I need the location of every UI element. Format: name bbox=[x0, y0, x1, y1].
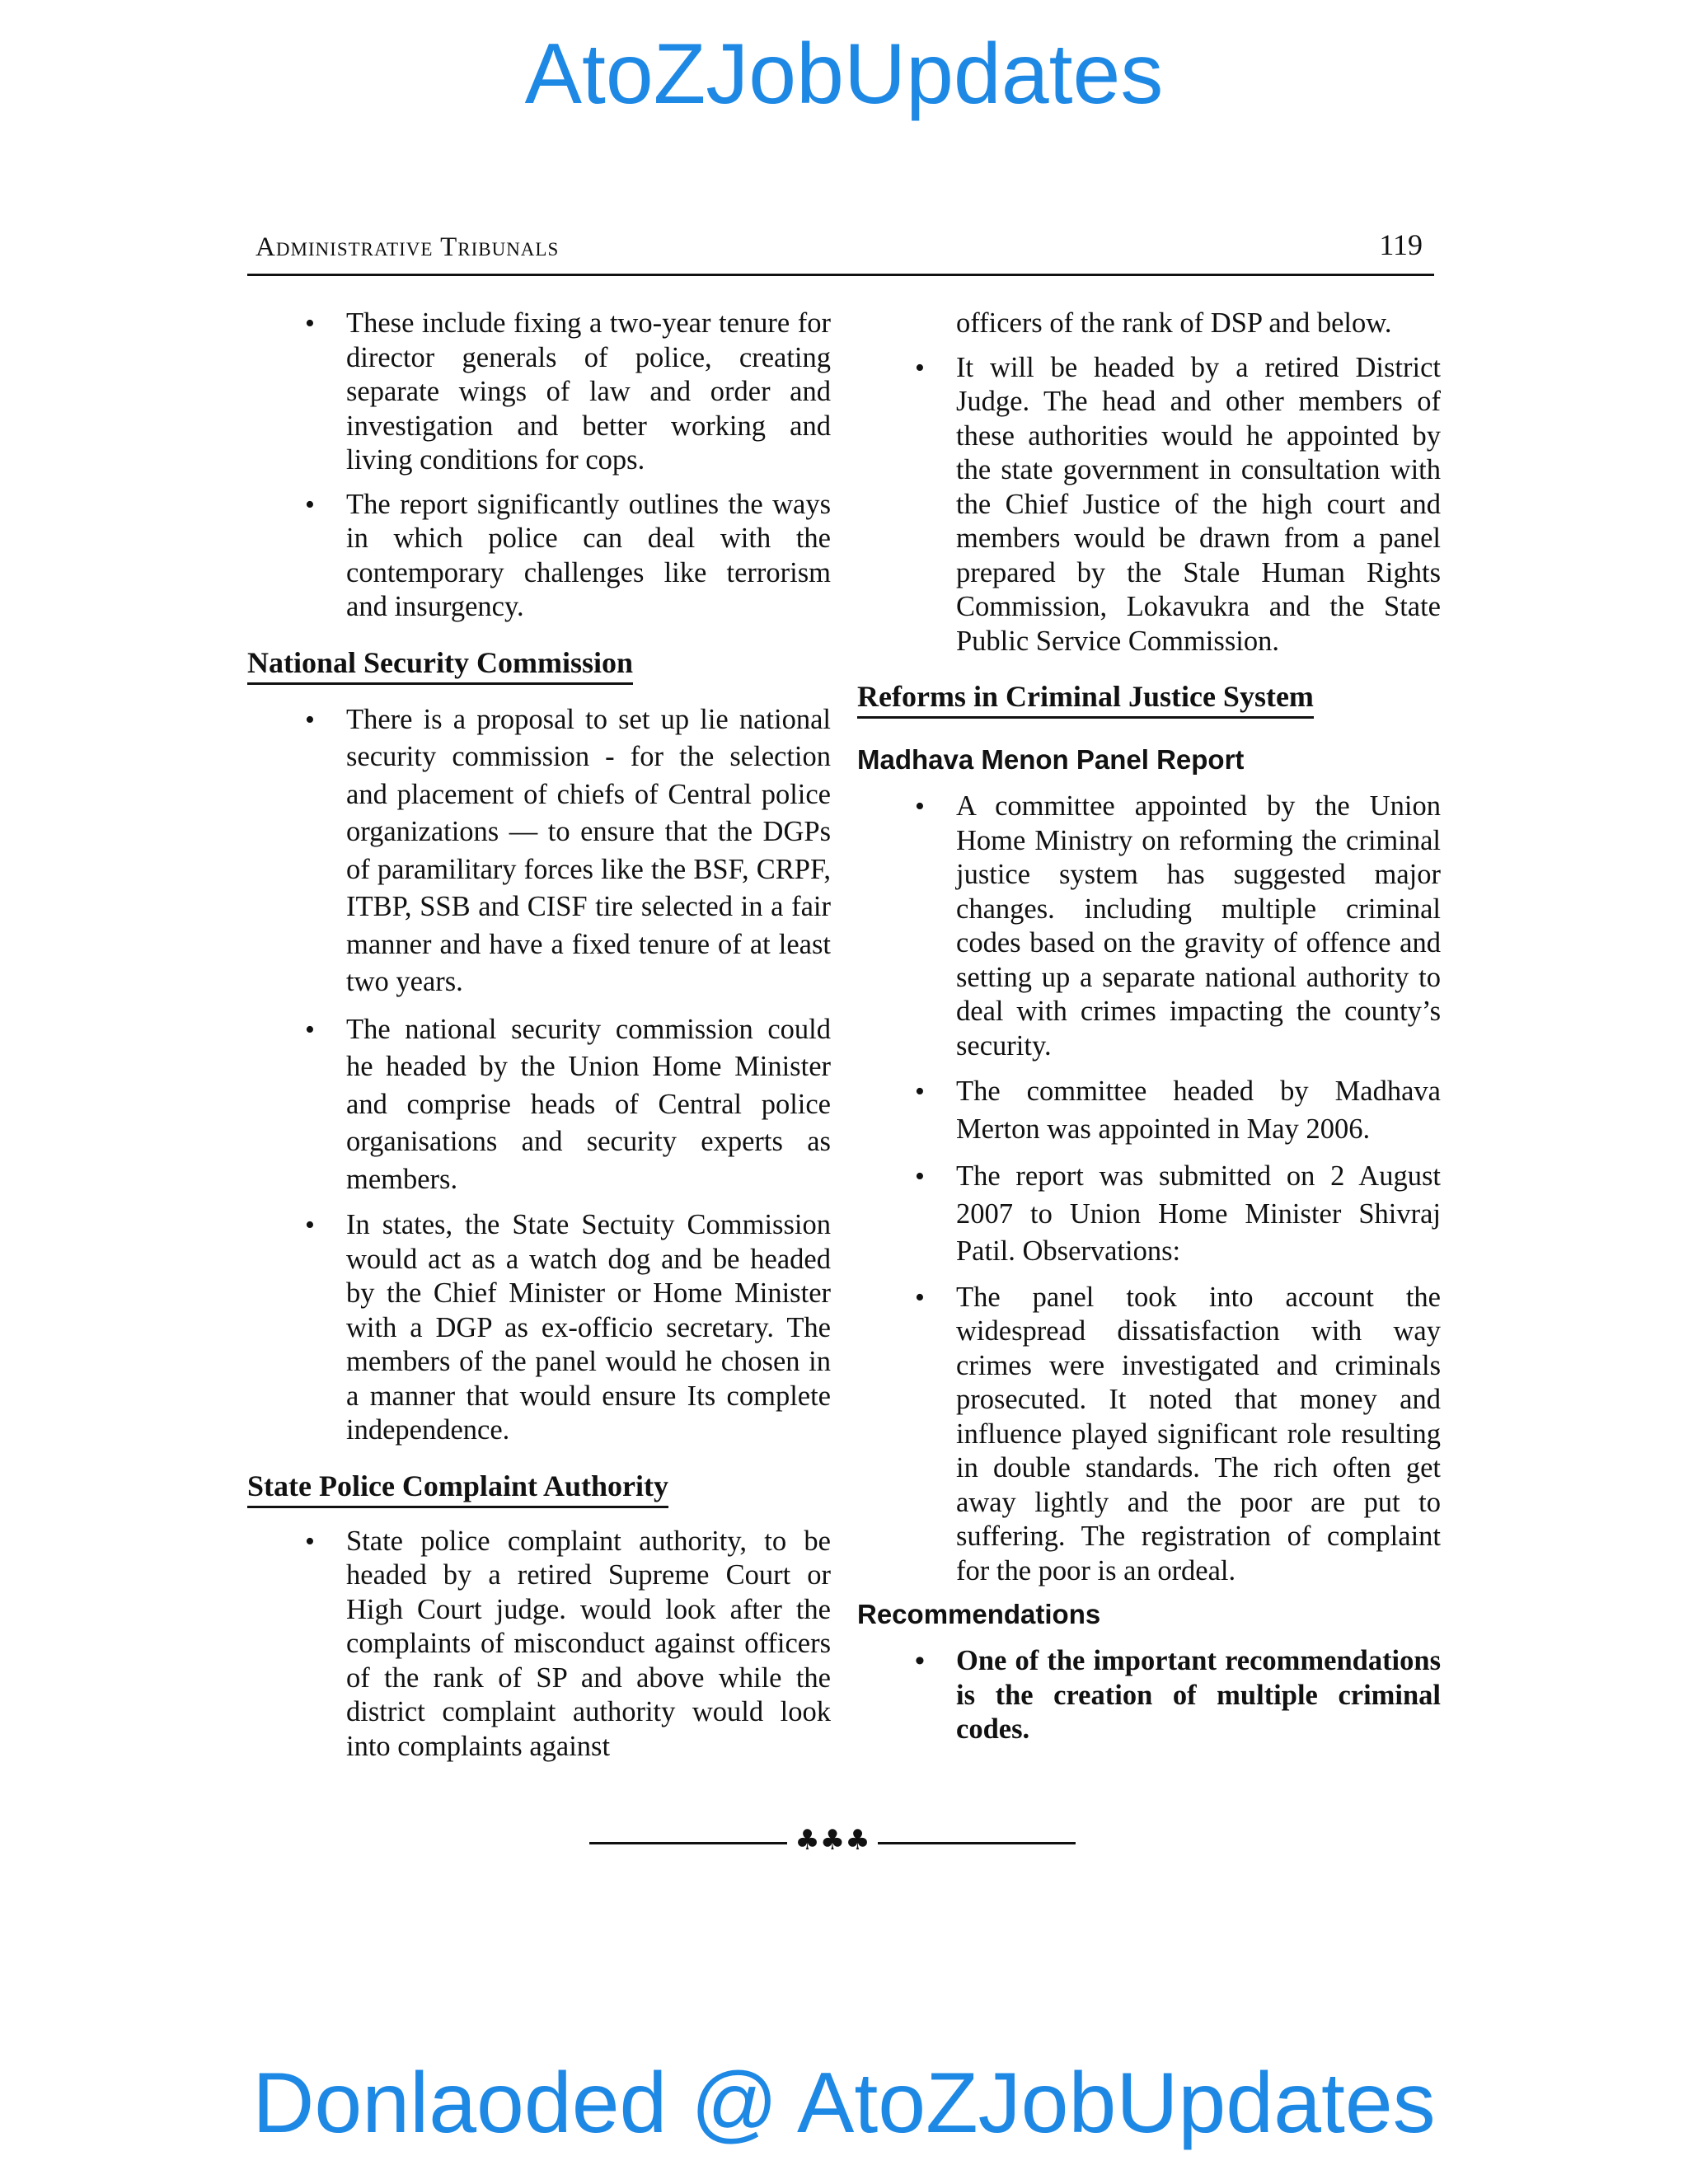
right-column bbox=[857, 307, 1441, 1757]
running-title: Administrative Tribunals bbox=[256, 232, 560, 262]
left-column bbox=[247, 307, 831, 1774]
page-header bbox=[247, 227, 1434, 276]
recommendations-bullet-list bbox=[857, 1644, 1441, 1747]
list-item: • A committee appointed by the Union Home Ministry on reforming the criminal justice system has suggested major changes. including multiple criminal codes based on the gravity of offence and setting up a separate national authority to deal with crimes impacting the county’s security. bbox=[857, 790, 1441, 1063]
nsc-bullet-list bbox=[247, 701, 831, 1448]
list-item: • The national security commission could he headed by the Union Home Minister and comprise heads of Central police organisations and security experts as members. bbox=[247, 1011, 831, 1199]
watermark-bottom: Donlaoded @ AtoZJobUpdates bbox=[252, 2055, 1436, 2151]
section-heading-reforms: Reforms in Criminal Justice System bbox=[857, 678, 1314, 719]
page-number: 119 bbox=[1379, 228, 1423, 261]
list-item: • The report significantly outlines the ways in which police can deal with the contemporary challenges like terrorism and insurgency. bbox=[247, 488, 831, 625]
list-item: • There is a proposal to set up lie national security commission - for the selection and placement of chiefs of Central police organizations — to ensure that the DGPs of paramilitary forces like the BSF, CRPF, ITBP, SSB and CISF tire selected in a fair manner and have a fixed tenure of at least two years. bbox=[247, 701, 831, 1001]
section-heading-nsc: National Security Commission bbox=[247, 644, 633, 685]
end-ornament bbox=[589, 1824, 1076, 1860]
menon-bullet-list bbox=[857, 790, 1441, 1588]
continued-text: officers of the rank of DSP and below. bbox=[956, 307, 1392, 339]
watermark-top: AtoZJobUpdates bbox=[524, 26, 1164, 122]
list-item: • The report was submitted on 2 August 2007 to Union Home Minister Shivraj Patil. Observations: bbox=[857, 1158, 1441, 1271]
intro-bullet-list bbox=[247, 307, 831, 625]
list-item: • In states, the State Sectuity Commission would act as a watch dog and be headed by the Chief Minister or Home Minister with a DGP as ex-officio secretary. The members of the panel would he chosen in a manner that would ensure Its complete independence. bbox=[247, 1208, 831, 1448]
section-heading-spca: State Police Complaint Authority bbox=[247, 1468, 668, 1508]
list-item: • The panel took into account the widespread dissatisfaction with way crimes were investigated and criminals prosecuted. It noted that money and influence played significant role resulting in double standards. The rich often get away lightly and the poor are put to suffering. The registration of complaint for the poor is an ordeal. bbox=[857, 1281, 1441, 1589]
list-item: • The committee headed by Madhava Merton was appointed in May 2006. bbox=[857, 1073, 1441, 1148]
subheading-menon-panel: Madhava Menon Panel Report bbox=[857, 744, 1245, 775]
spca-continued-bullet-list bbox=[857, 351, 1441, 659]
subheading-recommendations: Recommendations bbox=[857, 1599, 1101, 1629]
list-item: • These include fixing a two-year tenure for director generals of police, creating separate wings of law and order and investigation and better working and living conditions for cops. bbox=[247, 307, 831, 478]
list-item: • State police complaint authority, to be headed by a retired Supreme Court or High Court judge. would look after the complaints of misconduct against officers of the rank of SP and above while the district complaint authority would look into complaints against bbox=[247, 1525, 831, 1765]
list-item: • It will be headed by a retired District Judge. The head and other members of these authorities would he appointed by the state government in consultation with the Chief Justice of the high court and members would be drawn from a panel prepared by the Stale Human Rights Commission, Lokavukra and the State Public Service Commission. bbox=[857, 351, 1441, 659]
club-suits-ornament: ♣♣♣ bbox=[795, 1824, 870, 1857]
spca-bullet-list bbox=[247, 1525, 831, 1765]
ornament-rule-right bbox=[878, 1842, 1076, 1844]
list-item: • One of the important recommendations is the creation of multiple criminal codes. bbox=[857, 1644, 1441, 1747]
